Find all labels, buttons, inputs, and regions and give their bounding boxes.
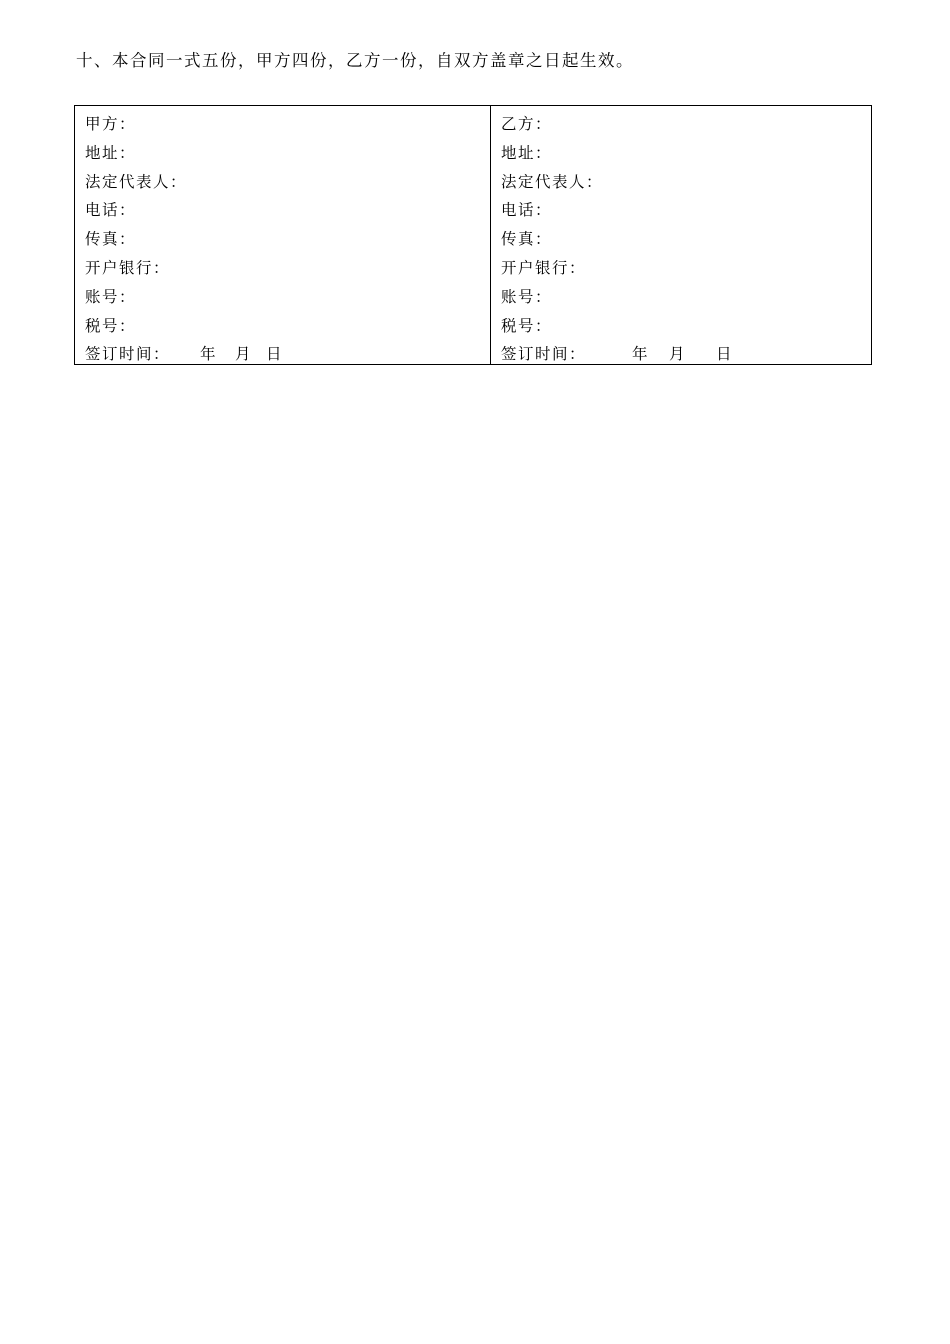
party-a-address-field: 地址：	[85, 143, 137, 162]
party-a-account-field: 账号：	[85, 287, 137, 306]
party-a-name-field: 甲方：	[85, 115, 137, 133]
party-b-column	[491, 106, 871, 364]
contract-clause-ten: 十、本合同一式五份，甲方四份，乙方一份，自双方盖章之日起生效。	[76, 51, 634, 70]
party-b-sign-date-label: 签订时间：	[501, 345, 587, 364]
party-b-bank-field: 开户银行：	[501, 258, 587, 277]
party-a-sign-date-label: 签订时间：	[85, 345, 171, 364]
party-a-month-label: 月	[235, 345, 253, 364]
party-b-day-label: 日	[716, 345, 734, 364]
party-b-tax-field: 税号：	[501, 316, 553, 335]
party-b-sign-date-field	[501, 340, 871, 369]
signature-table	[74, 105, 872, 365]
party-b-year-label: 年	[632, 345, 650, 364]
party-b-name-field: 乙方：	[501, 115, 553, 133]
party-a-year-label: 年	[200, 345, 218, 364]
party-a-column	[75, 106, 491, 364]
party-a-fax-field: 传真：	[85, 230, 137, 249]
party-b-phone-field: 电话：	[501, 201, 553, 220]
party-a-legal-rep-field: 法定代表人：	[85, 172, 188, 191]
party-b-month-label: 月	[669, 345, 687, 364]
party-a-phone-field: 电话：	[85, 201, 137, 220]
party-b-address-field: 地址：	[501, 143, 553, 162]
party-a-day-label: 日	[266, 345, 284, 364]
party-b-account-field: 账号：	[501, 287, 553, 306]
party-a-sign-date-field	[85, 340, 490, 369]
party-b-legal-rep-field: 法定代表人：	[501, 172, 604, 191]
party-b-fax-field: 传真：	[501, 230, 553, 249]
party-a-tax-field: 税号：	[85, 316, 137, 335]
party-a-bank-field: 开户银行：	[85, 258, 171, 277]
